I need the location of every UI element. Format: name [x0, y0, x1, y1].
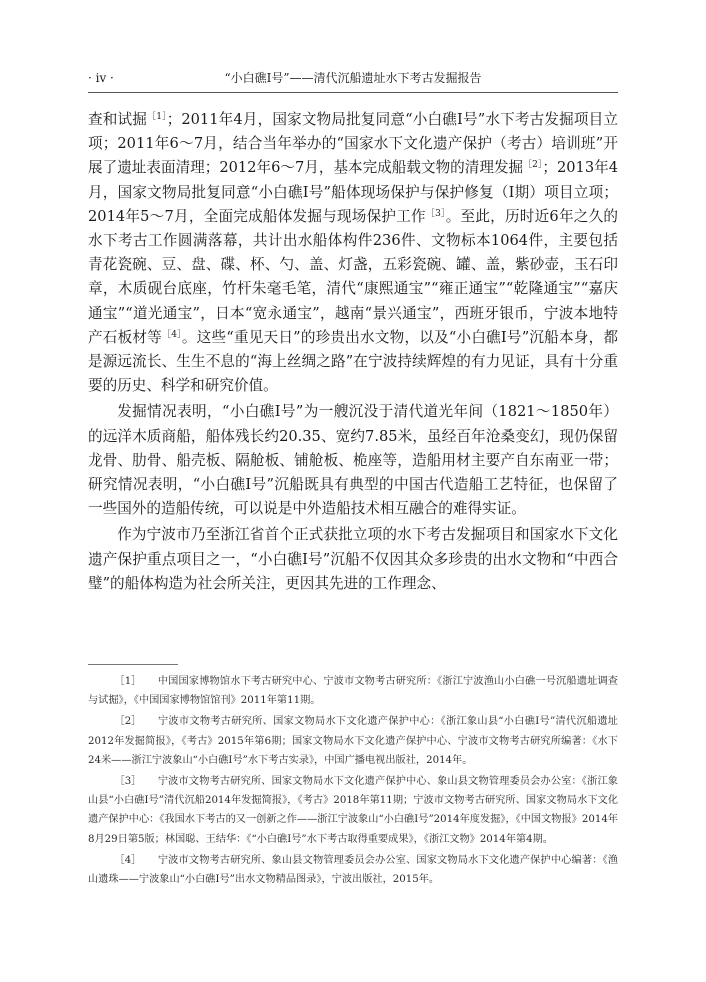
footnote-text: 中国国家博物馆水下考古研究中心、宁波市文物考古研究所：《浙江宁波渔山小白礁一号沉船遗址调查与试掘》，《中国国家博物馆馆刊》2011年第11期。 [88, 676, 618, 707]
footnote-text: 宁波市文物考古研究所、国家文物局水下文化遗产保护中心：《浙江象山县“小白礁Ⅰ号”清代沉船遗址2012年发掘简报》，《考古》2015年第6期；国家文物局水下文化遗产保护中心、宁波市文物考古研究所编著：《水下24米——浙江宁波象山“小白礁Ⅰ号”水下考古实录》，中国广播电视出版社，2014年。 [88, 716, 618, 766]
text-span: 。这些“重见天日”的珍贵出水文物，以及“小白礁Ⅰ号”沉船本身，都是源远流长、生生不息的“海上丝绸之路”在宁波持续辉煌的有力见证，具有十分重要的历史、科学和研究价值。 [88, 328, 618, 395]
footnote-rule [88, 664, 178, 665]
text-span: 查和试掘 [88, 111, 148, 128]
footnote-4 [88, 851, 618, 889]
footnotes [88, 672, 618, 891]
running-title: “小白礁Ⅰ号”——清代沉船遗址水下考古发掘报告 [224, 71, 482, 85]
page-number: · iv · [88, 71, 114, 85]
footnote-1 [88, 672, 618, 710]
running-header [88, 68, 618, 88]
citation-1[interactable]: ［1］ [147, 112, 167, 122]
citation-2[interactable]: ［2］ [523, 160, 543, 171]
footnote-marker: ［3］ [114, 776, 142, 788]
footnote-2 [88, 712, 618, 770]
text-span: ；2013年4月，国家文物局批复同意“小白礁Ⅰ号”船体现场保护与保护修复（Ⅰ期）项目立项；2014年5～7月，全面完成船体发掘与现场保护工作 [88, 159, 619, 225]
footnote-marker: ［4］ [114, 854, 142, 866]
header-rule [88, 92, 618, 93]
text-span: ；2011年4月，国家文物局批复同意“小白礁Ⅰ号”水下考古发掘项目立项；2011年6～7月，结合当年举办的“国家水下文化遗产保护（考古）培训班”开展了遗址表面清理；2012年6～7月，基本完成船载文物的清理发掘 [88, 111, 618, 177]
citation-3[interactable]: ［3］ [425, 208, 446, 219]
citation-4[interactable]: ［4］ [162, 329, 182, 340]
text-span: 。至此，历时近6年之久的水下考古工作圆满落幕，共计出水船体构件236件、文物标本1064件，主要包括青花瓷碗、豆、盘、碟、杯、勺、盖、灯盏，五彩瓷碗、罐、盖，紫砂壶，玉石印章，木质砚台底座，竹杆朱毫毛笔，清代“康熙通宝”“雍正通宝”“乾隆通宝”“嘉庆通宝”“道光通宝”，日本“宽永通宝”，越南“景兴通宝”，西班牙银币，宁波本地特产石板材等 [88, 207, 618, 346]
footnote-text: 宁波市文物考古研究所、象山县文物管理委员会办公室、国家文物局水下文化遗产保护中心编著：《渔山遗珠——宁波象山“小白礁Ⅰ号”出水文物精品图录》，宁波出版社，2015年。 [88, 854, 618, 886]
footnote-marker: ［2］ [114, 716, 142, 728]
paragraph-1 [88, 108, 618, 398]
footnote-3 [88, 772, 618, 849]
paragraph-3: 作为宁波市乃至浙江省首个正式获批立项的水下考古发掘项目和国家水下文化遗产保护重点项目之一，“小白礁Ⅰ号”沉船不仅因其众多珍贵的出水文物和“中西合璧”的船体构造为社会所关注，更因其先进的工作理念、 [88, 526, 618, 592]
footnote-marker: ［1］ [114, 676, 142, 687]
paragraph-2: 发掘情况表明，“小白礁Ⅰ号”为一艘沉没于清代道光年间（1821～1850年）的远洋木质商船，船体残长约20.35、宽约7.85米，虽经百年沧桑变幻，现仍保留龙骨、肋骨、船壳板、隔舱板、铺舱板、桅座等，造船用材主要产自东南亚一带；研究情况表明，“小白礁Ⅰ号”沉船既具有典型的中国古代造船工艺特征，也保留了一些国外的造船传统，可以说是中外造船技术相互融合的难得实证。 [88, 403, 618, 518]
main-text [88, 108, 618, 596]
footnote-text: 宁波市文物考古研究所、国家文物局水下文化遗产保护中心、象山县文物管理委员会办公室：《浙江象山县“小白礁Ⅰ号”清代沉船2014年发掘简报》，《考古》2018年第11期；宁波市文物考古研究所、国家文物局水下文化遗产保护中心：《我国水下考古的又一创新之作——浙江宁波象山“小白礁Ⅰ号”2014年度发掘》，《中国文物报》2014年8月29日第5版；林国聪、王结华：《“小白礁Ⅰ号”水下考古取得重要成果》，《浙江文物》2014年第4期。 [88, 776, 618, 845]
